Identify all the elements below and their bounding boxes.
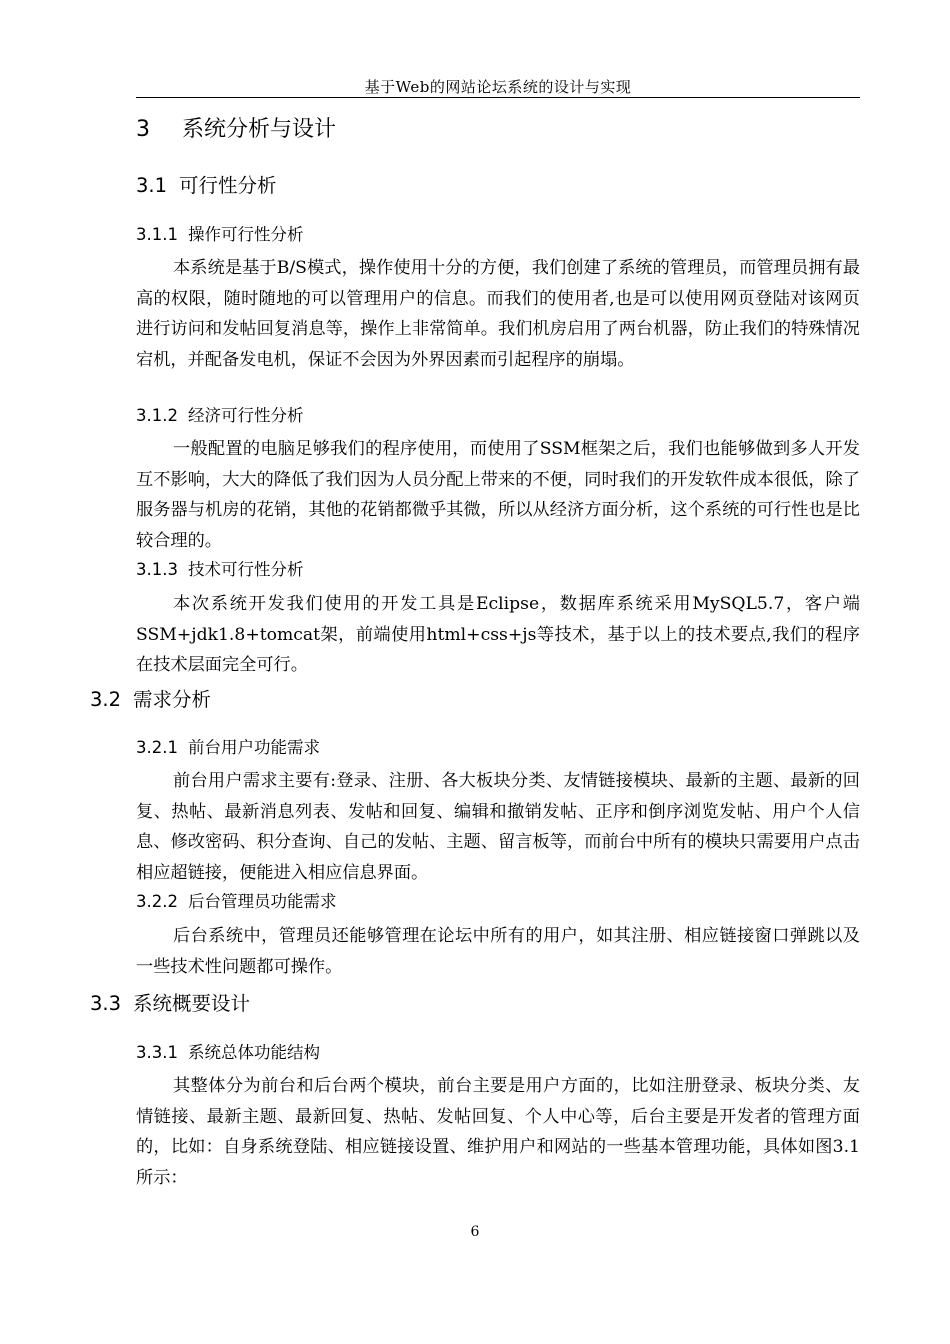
subsection-number: 3.3.1 <box>136 1043 178 1062</box>
subsection-title: 经济可行性分析 <box>187 406 304 425</box>
section-heading-3-2 <box>90 686 211 714</box>
subsection-title: 系统总体功能结构 <box>187 1043 320 1062</box>
section-number: 3.1 <box>136 174 168 197</box>
chapter-title: 系统分析与设计 <box>182 117 337 142</box>
subsection-title: 技术可行性分析 <box>187 560 304 579</box>
chapter-number: 3 <box>136 117 150 142</box>
section-title: 系统概要设计 <box>133 992 251 1015</box>
subsection-number: 3.1.3 <box>136 560 178 579</box>
paragraph-3-3-1: 其整体分为前台和后台两个模块，前台主要是用户方面的，比如注册登录、板块分类、友情链接、最新主题、最新回复、热帖、发帖回复、个人中心等，后台主要是开发者的管理方面的，比如：自身系统登陆、相应链接设置、维护用户和网站的一些基本管理功能，具体如图3.1所示： <box>136 1076 860 1188</box>
section-title: 可行性分析 <box>179 174 277 197</box>
running-header: 基于Web的网站论坛系统的设计与实现 <box>364 78 632 96</box>
subsection-number: 3.2.1 <box>136 738 178 757</box>
paragraph-3-2-2: 后台系统中，管理员还能够管理在论坛中所有的用户，如其注册、相应链接窗口弹跳以及一些技术性问题都可操作。 <box>136 926 860 977</box>
page-number: 6 <box>470 1224 480 1240</box>
paragraph-3-1-3: 本次系统开发我们使用的开发工具是Eclipse，数据库系统采用MySQL5.7，客户端SSM+jdk1.8+tomcat架，前端使用html+css+js等技术，基于以上的技术要点,我们的程序在技术层面完全可行。 <box>136 594 860 676</box>
section-number: 3.2 <box>90 688 122 711</box>
section-heading-3-1 <box>136 172 277 200</box>
section-number: 3.3 <box>90 992 122 1015</box>
subsection-heading-3-1-2 <box>136 404 303 428</box>
subsection-heading-3-2-1 <box>136 736 320 760</box>
section-heading-3-3 <box>90 990 250 1018</box>
subsection-title: 前台用户功能需求 <box>187 738 320 757</box>
paragraph-3-2-1: 前台用户需求主要有:登录、注册、各大板块分类、友情链接模块、最新的主题、最新的回复、热帖、最新消息列表、发帖和回复、编辑和撤销发帖、正序和倒序浏览发帖、用户个人信息、修改密码、积分查询、自己的发帖、主题、留言板等，而前台中所有的模块只需要用户点击相应超链接，便能进入相应信息界面。 <box>136 771 860 883</box>
chapter-heading <box>136 115 336 145</box>
paragraph-3-1-1: 本系统是基于B/S模式，操作使用十分的方便，我们创建了系统的管理员，而管理员拥有最高的权限，随时随地的可以管理用户的信息。而我们的使用者,也是可以使用网页登陆对该网页进行访问和发帖回复消息等，操作上非常简单。我们机房启用了两台机器，防止我们的特殊情况宕机，并配备发电机，保证不会因为外界因素而引起程序的崩塌。 <box>136 258 860 370</box>
subsection-title: 操作可行性分析 <box>187 225 304 244</box>
subsection-title: 后台管理员功能需求 <box>187 892 337 911</box>
subsection-number: 3.2.2 <box>136 892 178 911</box>
subsection-heading-3-3-1 <box>136 1041 320 1065</box>
header-rule <box>136 97 860 98</box>
subsection-number: 3.1.1 <box>136 225 178 244</box>
subsection-number: 3.1.2 <box>136 406 178 425</box>
subsection-heading-3-2-2 <box>136 890 336 914</box>
subsection-heading-3-1-1 <box>136 223 303 247</box>
subsection-heading-3-1-3 <box>136 558 303 582</box>
section-title: 需求分析 <box>133 688 212 711</box>
paragraph-3-1-2: 一般配置的电脑足够我们的程序使用，而使用了SSM框架之后，我们也能够做到多人开发互不影响，大大的降低了我们因为人员分配上带来的不便，同时我们的开发软件成本很低，除了服务器与机房的花销，其他的花销都微乎其微，所以从经济方面分析，这个系统的可行性也是比较合理的。 <box>136 439 860 551</box>
